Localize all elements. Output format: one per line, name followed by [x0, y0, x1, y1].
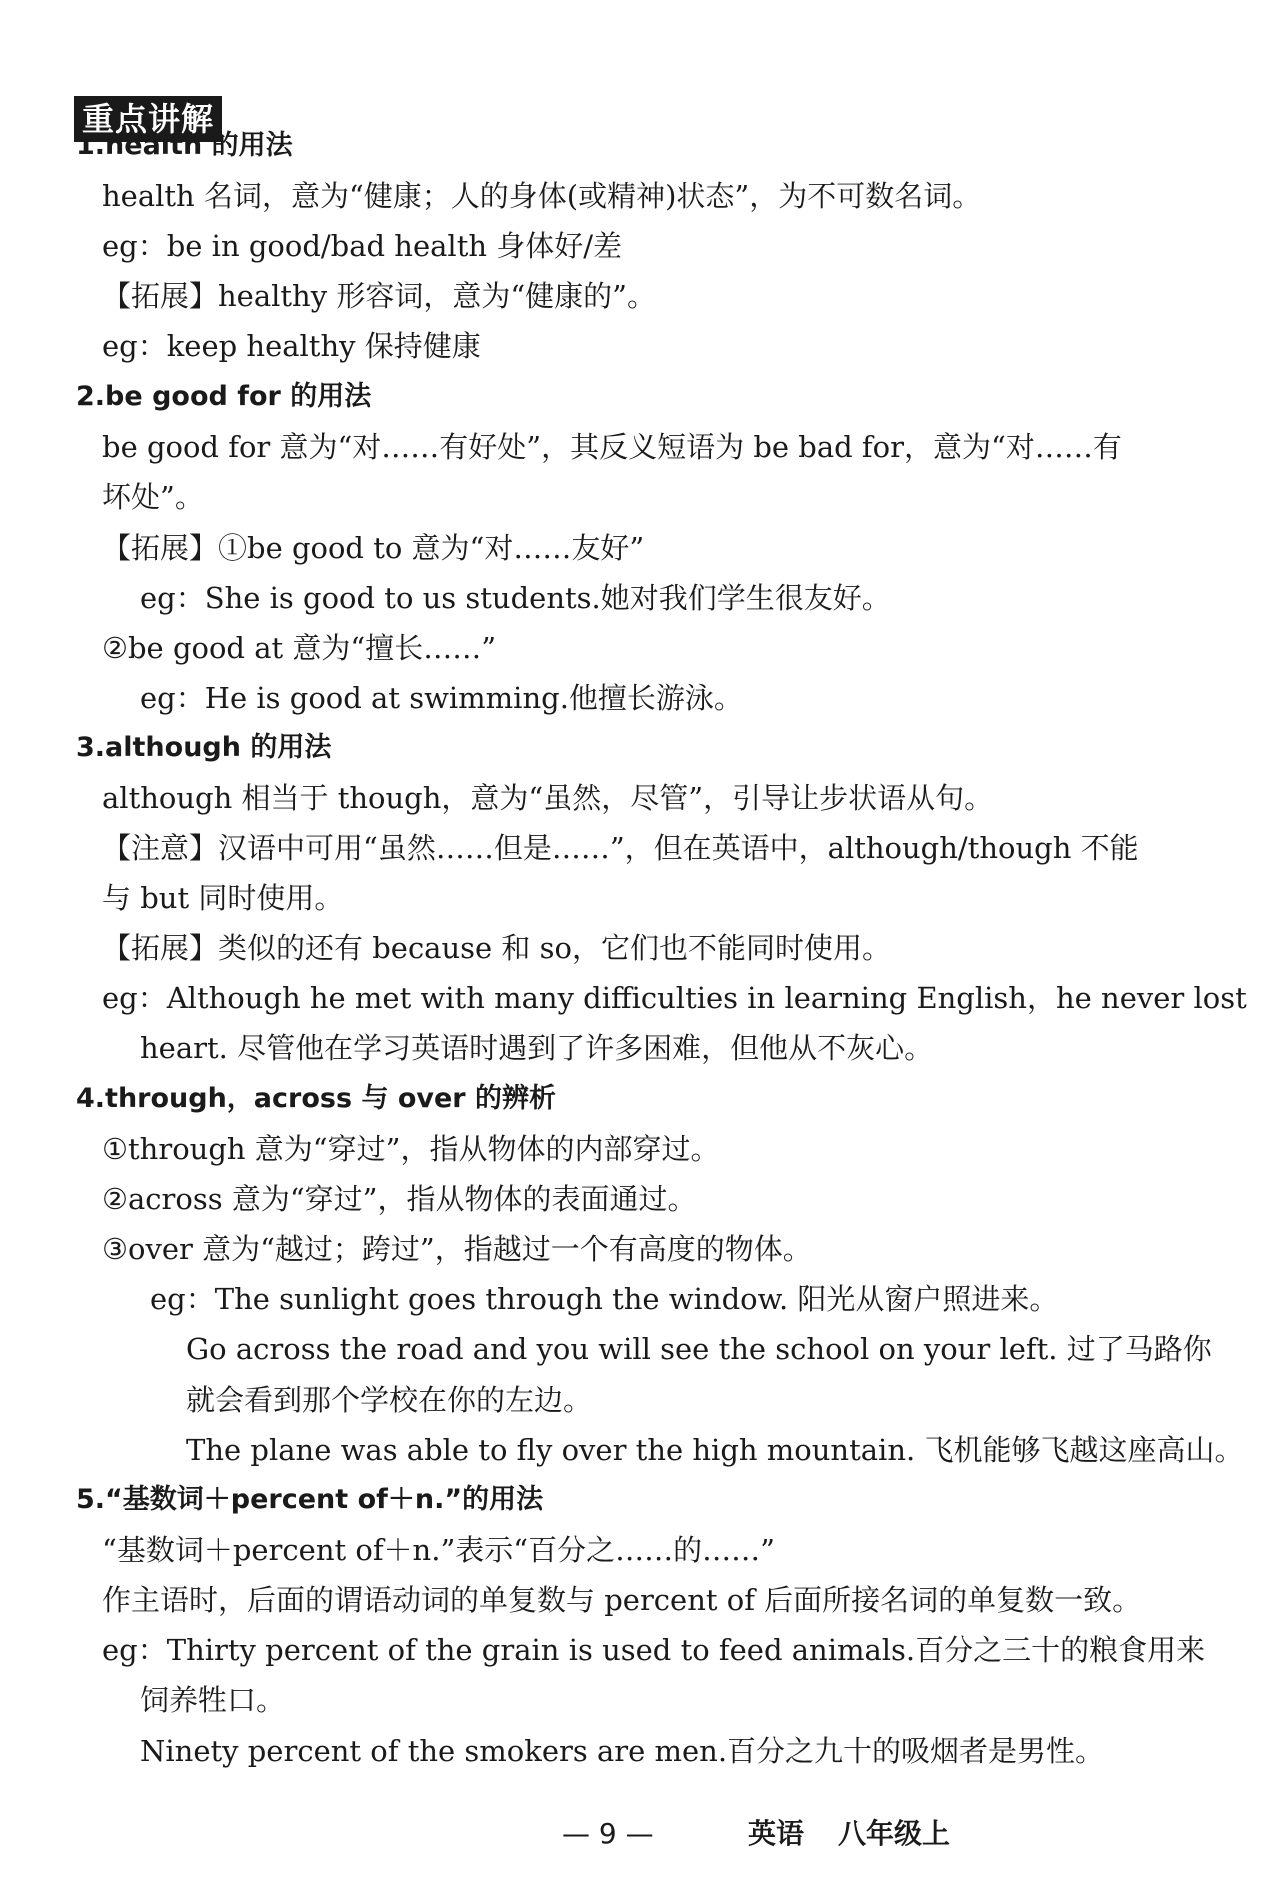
text-line: ①through 意为“穿过”，指从物体的内部穿过。 [102, 1132, 720, 1166]
text-line: “基数词＋percent of＋n.”表示“百分之……的……” [102, 1533, 775, 1567]
text-line: health 名词，意为“健康；人的身体(或精神)状态”，为不可数名词。 [102, 179, 982, 213]
section-heading: 5.“基数词＋percent of＋n.”的用法 [76, 1484, 544, 1515]
text-line: Go across the road and you will see the school on your left. 过了马路你 [186, 1332, 1212, 1366]
footer-grade: 八年级上 [838, 1817, 951, 1850]
text-line: ②be good at 意为“擅长……” [102, 631, 497, 665]
text-line: 饲养牲口。 [140, 1683, 286, 1717]
text-line: 【拓展】①be good to 意为“对……友好” [102, 531, 645, 565]
text-line: eg：He is good at swimming.他擅长游泳。 [140, 681, 743, 715]
text-line: eg：Although he met with many difficulties in learning English，he never lost [102, 981, 1247, 1015]
text-line: Ninety percent of the smokers are men.百分之九十的吸烟者是男性。 [140, 1734, 1105, 1768]
text-line: The plane was able to fly over the high mountain. 飞机能够飞越这座高山。 [186, 1433, 1244, 1467]
section-title-badge: 重点讲解 [74, 96, 222, 142]
text-line: ③over 意为“越过；跨过”，指越过一个有高度的物体。 [102, 1232, 812, 1266]
text-line: be good for 意为“对……有好处”，其反义短语为 be bad for，意为“对……有 [102, 430, 1122, 464]
section-heading: 4.through，across 与 over 的辨析 [76, 1083, 557, 1114]
footer-subject: 英语 [748, 1817, 805, 1850]
text-line: 【拓展】类似的还有 because 和 so，它们也不能同时使用。 [102, 931, 891, 965]
section-heading: 3.although 的用法 [76, 732, 332, 763]
text-line: eg：Thirty percent of the grain is used to feed animals.百分之三十的粮食用来 [102, 1633, 1206, 1667]
text-line: eg：keep healthy 保持健康 [102, 329, 481, 363]
text-line: 就会看到那个学校在你的左边。 [186, 1383, 593, 1417]
text-line: 【拓展】healthy 形容词，意为“健康的”。 [102, 279, 656, 313]
section-heading: 2.be good for 的用法 [76, 381, 372, 412]
text-line: 【注意】汉语中可用“虽然……但是……”，但在英语中，although/though 不能 [102, 831, 1139, 865]
text-line: heart. 尽管他在学习英语时遇到了许多困难，但他从不灰心。 [140, 1031, 934, 1065]
text-line: eg：The sunlight goes through the window. 阳光从窗户照进来。 [150, 1282, 1059, 1316]
text-line: 作主语时，后面的谓语动词的单复数与 percent of 后面所接名词的单复数一致。 [102, 1583, 1142, 1617]
text-line: 与 but 同时使用。 [102, 881, 344, 915]
page-number: — 9 — [562, 1817, 654, 1850]
text-line: 坏处”。 [102, 480, 204, 514]
text-line: ②across 意为“穿过”，指从物体的表面通过。 [102, 1182, 697, 1216]
section-heading: 1.health 的用法 [76, 130, 293, 161]
text-line: eg：She is good to us students.她对我们学生很友好。 [140, 581, 891, 615]
text-line: eg：be in good/bad health 身体好/差 [102, 229, 623, 263]
text-line: although 相当于 though，意为“虽然，尽管”，引导让步状语从句。 [102, 781, 994, 815]
